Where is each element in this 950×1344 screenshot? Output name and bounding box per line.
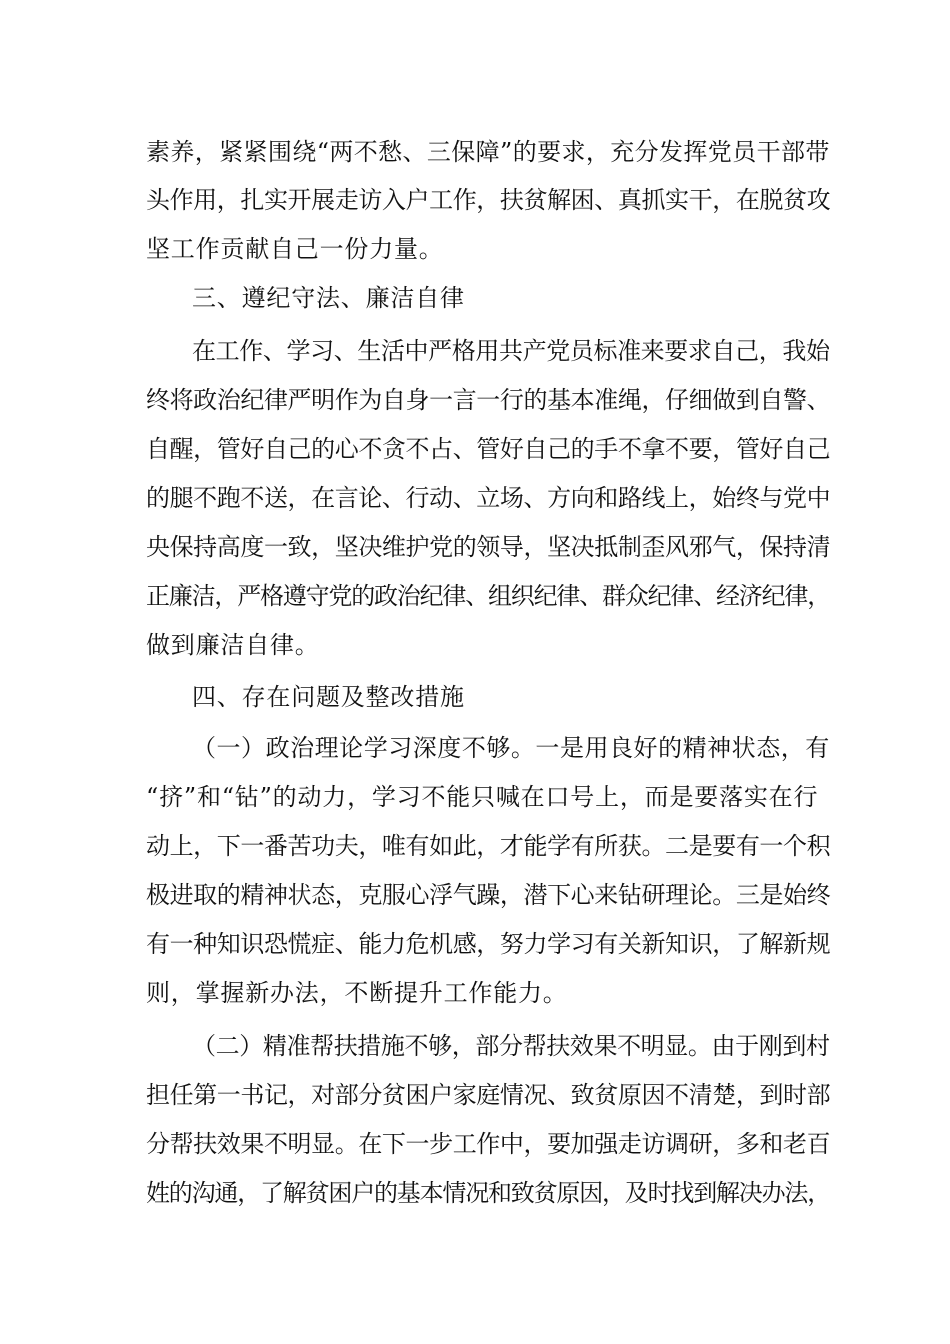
text-line: 央保持高度一致，坚决维护党的领导，坚决抵制歪风邪气，保持清 — [146, 533, 831, 561]
text-line: 终将政治纪律严明作为自身一言一行的基本准绳，仔细做到自警、 — [146, 386, 831, 414]
text-line: 做到廉洁自律。 — [146, 631, 320, 659]
text-line: （一）政治理论学习深度不够。一是用良好的精神状态，有 — [192, 734, 830, 762]
text-line: 的腿不跑不送，在言论、行动、立场、方向和路线上，始终与党中 — [146, 484, 831, 512]
text-line: 坚工作贡献自己一份力量。 — [146, 235, 444, 263]
text-line: 担任第一书记，对部分贫困户家庭情况、致贫原因不清楚，到时部 — [146, 1081, 831, 1109]
text-line: “挤”和“钻”的动力，学习不能只喊在口号上，而是要落实在行 — [146, 783, 819, 811]
text-line: 素养，紧紧围绕“两不愁、三保障”的要求，充分发挥党员干部带 — [146, 138, 830, 166]
text-line: 自醒，管好自己的心不贪不占、管好自己的手不拿不要，管好自己 — [146, 435, 831, 463]
text-line: 有一种知识恐慌症、能力危机感，努力学习有关新知识，了解新规 — [146, 930, 831, 958]
text-line: 动上，下一番苦功夫，唯有如此，才能学有所获。二是要有一个积 — [146, 832, 831, 860]
section-heading: 三、遵纪守法、廉洁自律 — [192, 284, 465, 312]
text-line: 头作用，扎实开展走访入户工作，扶贫解困、真抓实干，在脱贫攻 — [146, 186, 831, 214]
section-heading: 四、存在问题及整改措施 — [192, 683, 465, 711]
text-line: 姓的沟通，了解贫困户的基本情况和致贫原因，及时找到解决办法， — [146, 1179, 830, 1207]
text-line: （二）精准帮扶措施不够，部分帮扶效果不明显。由于刚到村 — [192, 1032, 830, 1060]
text-line: 分帮扶效果不明显。在下一步工作中，要加强走访调研，多和老百 — [146, 1130, 831, 1158]
text-line: 正廉洁，严格遵守党的政治纪律、组织纪律、群众纪律、经济纪律， — [146, 582, 830, 610]
text-line: 则，掌握新办法，不断提升工作能力。 — [146, 979, 568, 1007]
text-line: 极进取的精神状态，克服心浮气躁，潜下心来钻研理论。三是始终 — [146, 881, 831, 909]
text-line: 在工作、学习、生活中严格用共产党员标准来要求自己，我始 — [192, 337, 830, 365]
